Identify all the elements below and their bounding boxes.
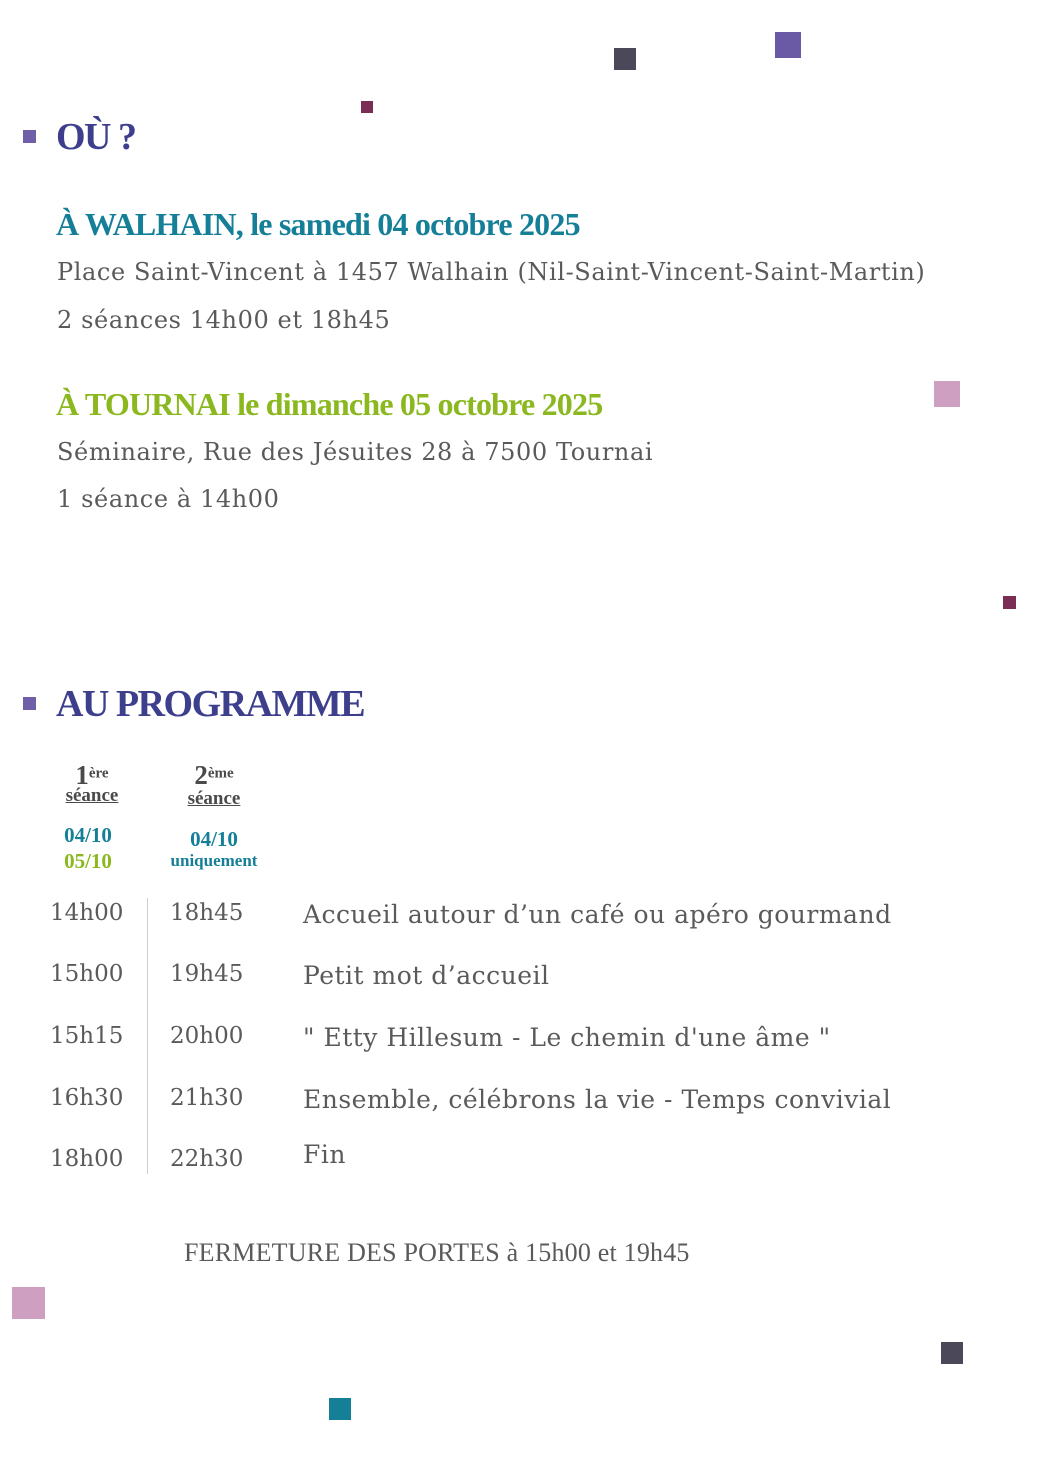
date-tournai-first: 05/10 [64,849,112,873]
tournai-sessions: 1 séance à 14h00 [57,485,280,513]
time-second-session: 20h00 [170,1023,244,1049]
schedule-item: Fin [303,1140,346,1169]
section-bullet [23,130,36,143]
tournai-heading: À TOURNAI le dimanche 05 octobre 2025 [56,386,603,422]
decor-square [614,48,636,70]
time-second-session: 21h30 [170,1085,244,1111]
time-second-session: 19h45 [170,961,244,987]
column-header-first-session: 1ère séance [65,760,119,806]
date-only-note: uniquement [170,851,258,870]
section-title-where: OÙ ? [56,116,136,158]
schedule-item: " Etty Hillesum - Le chemin d'une âme " [303,1023,831,1052]
decor-square [12,1287,45,1319]
walhain-sessions: 2 séances 14h00 et 18h45 [57,306,391,334]
schedule-item: Accueil autour d’un café ou apéro gourmand [303,900,892,929]
decor-square [775,32,801,58]
decor-square [361,101,373,113]
time-first-session: 15h00 [50,961,124,987]
decor-square [941,1342,963,1364]
decor-square [934,381,960,407]
time-second-session: 22h30 [170,1146,244,1172]
decor-square [329,1398,351,1420]
date-walhain-second: 04/10 [190,827,238,851]
schedule-item: Ensemble, célébrons la vie - Temps convivial [303,1085,892,1114]
time-first-session: 16h30 [50,1085,124,1111]
schedule-item: Petit mot d’accueil [303,961,550,990]
date-walhain-first: 04/10 [64,823,112,847]
time-second-session: 18h45 [170,900,244,926]
section-bullet [23,697,36,710]
tournai-address: Séminaire, Rue des Jésuites 28 à 7500 Tournai [57,438,654,466]
column-divider [147,898,148,1174]
decor-square [1003,596,1016,609]
walhain-address: Place Saint-Vincent à 1457 Walhain (Nil-Saint-Vincent-Saint-Martin) [57,258,926,286]
walhain-heading: À WALHAIN, le samedi 04 octobre 2025 [56,206,580,242]
door-closing-notice: FERMETURE DES PORTES à 15h00 et 19h45 [184,1238,690,1267]
time-first-session: 18h00 [50,1146,124,1172]
section-title-program: AU PROGRAMME [56,683,365,725]
column-header-second-session: 2ème séance [187,760,241,809]
time-first-session: 15h15 [50,1023,124,1049]
time-first-session: 14h00 [50,900,124,926]
